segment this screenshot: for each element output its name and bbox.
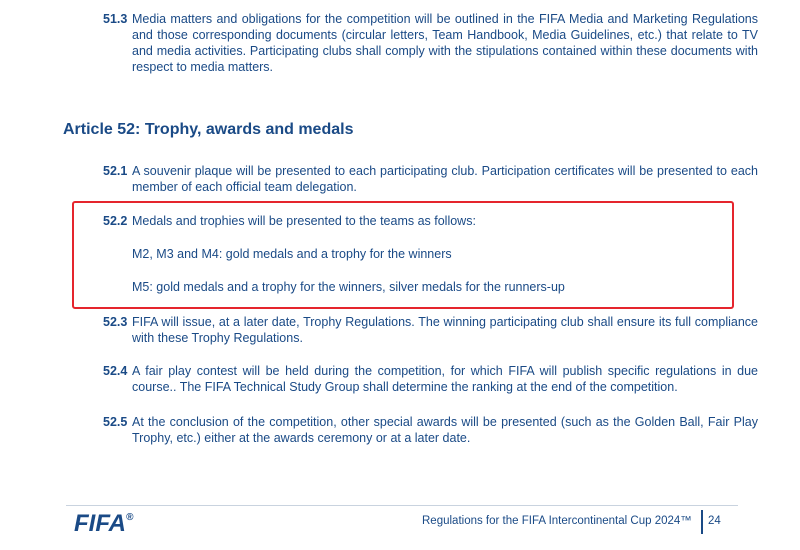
footer-separator [701,510,703,534]
page-number: 24 [708,515,721,527]
clause-52-1 [103,163,758,195]
footer-divider [66,505,738,506]
clause-52-2 [103,213,758,229]
article-heading: Article 52: Trophy, awards and medals [63,121,354,138]
fifa-logo [74,510,133,538]
clause-52-4 [103,363,758,395]
clause-text: A souvenir plaque will be presented to each participating club. Participation certificates will be presented to each member of each official team delegation. [132,164,758,194]
clause-text: A fair play contest will be held during the competition, for which FIFA will publish specific regulations in due course.. The FIFA Technical Study Group shall determine the ranking at the end of the competition. [132,364,758,394]
clause-number: 51.3 [103,12,128,26]
clause-52-3 [103,314,758,346]
medal-item: M2, M3 and M4: gold medals and a trophy for the winners [132,247,452,261]
clause-number: 52.3 [103,315,128,329]
clause-number: 52.5 [103,415,128,429]
clause-number: 52.2 [103,214,128,228]
clause-text: Media matters and obligations for the competition will be outlined in the FIFA Media and Marketing Regulations and those corresponding documents (circular letters, Team Handbook, Media Guidelines, etc.) that relate to TV and media activities. Participating clubs shall comply with the stipulations contained within these documents with respect to media matters. [132,12,758,74]
registered-mark: ® [126,512,134,523]
clause-number: 52.4 [103,364,128,378]
footer-title: Regulations for the FIFA Intercontinental Cup 2024™ [422,515,692,527]
clause-text: At the conclusion of the competition, other special awards will be presented (such as the Golden Ball, Fair Play Trophy, etc.) either at the awards ceremony or at a later date. [132,415,758,445]
clause-52-5 [103,414,758,446]
logo-text: FIFA [74,510,126,537]
clause-51-3 [103,11,758,75]
clause-number: 52.1 [103,164,128,178]
medal-item: M5: gold medals and a trophy for the winners, silver medals for the runners-up [132,280,565,294]
clause-text: FIFA will issue, at a later date, Trophy Regulations. The winning participating club shall ensure its full compliance with these Trophy Regulations. [132,315,758,345]
clause-text: Medals and trophies will be presented to the teams as follows: [132,214,476,228]
